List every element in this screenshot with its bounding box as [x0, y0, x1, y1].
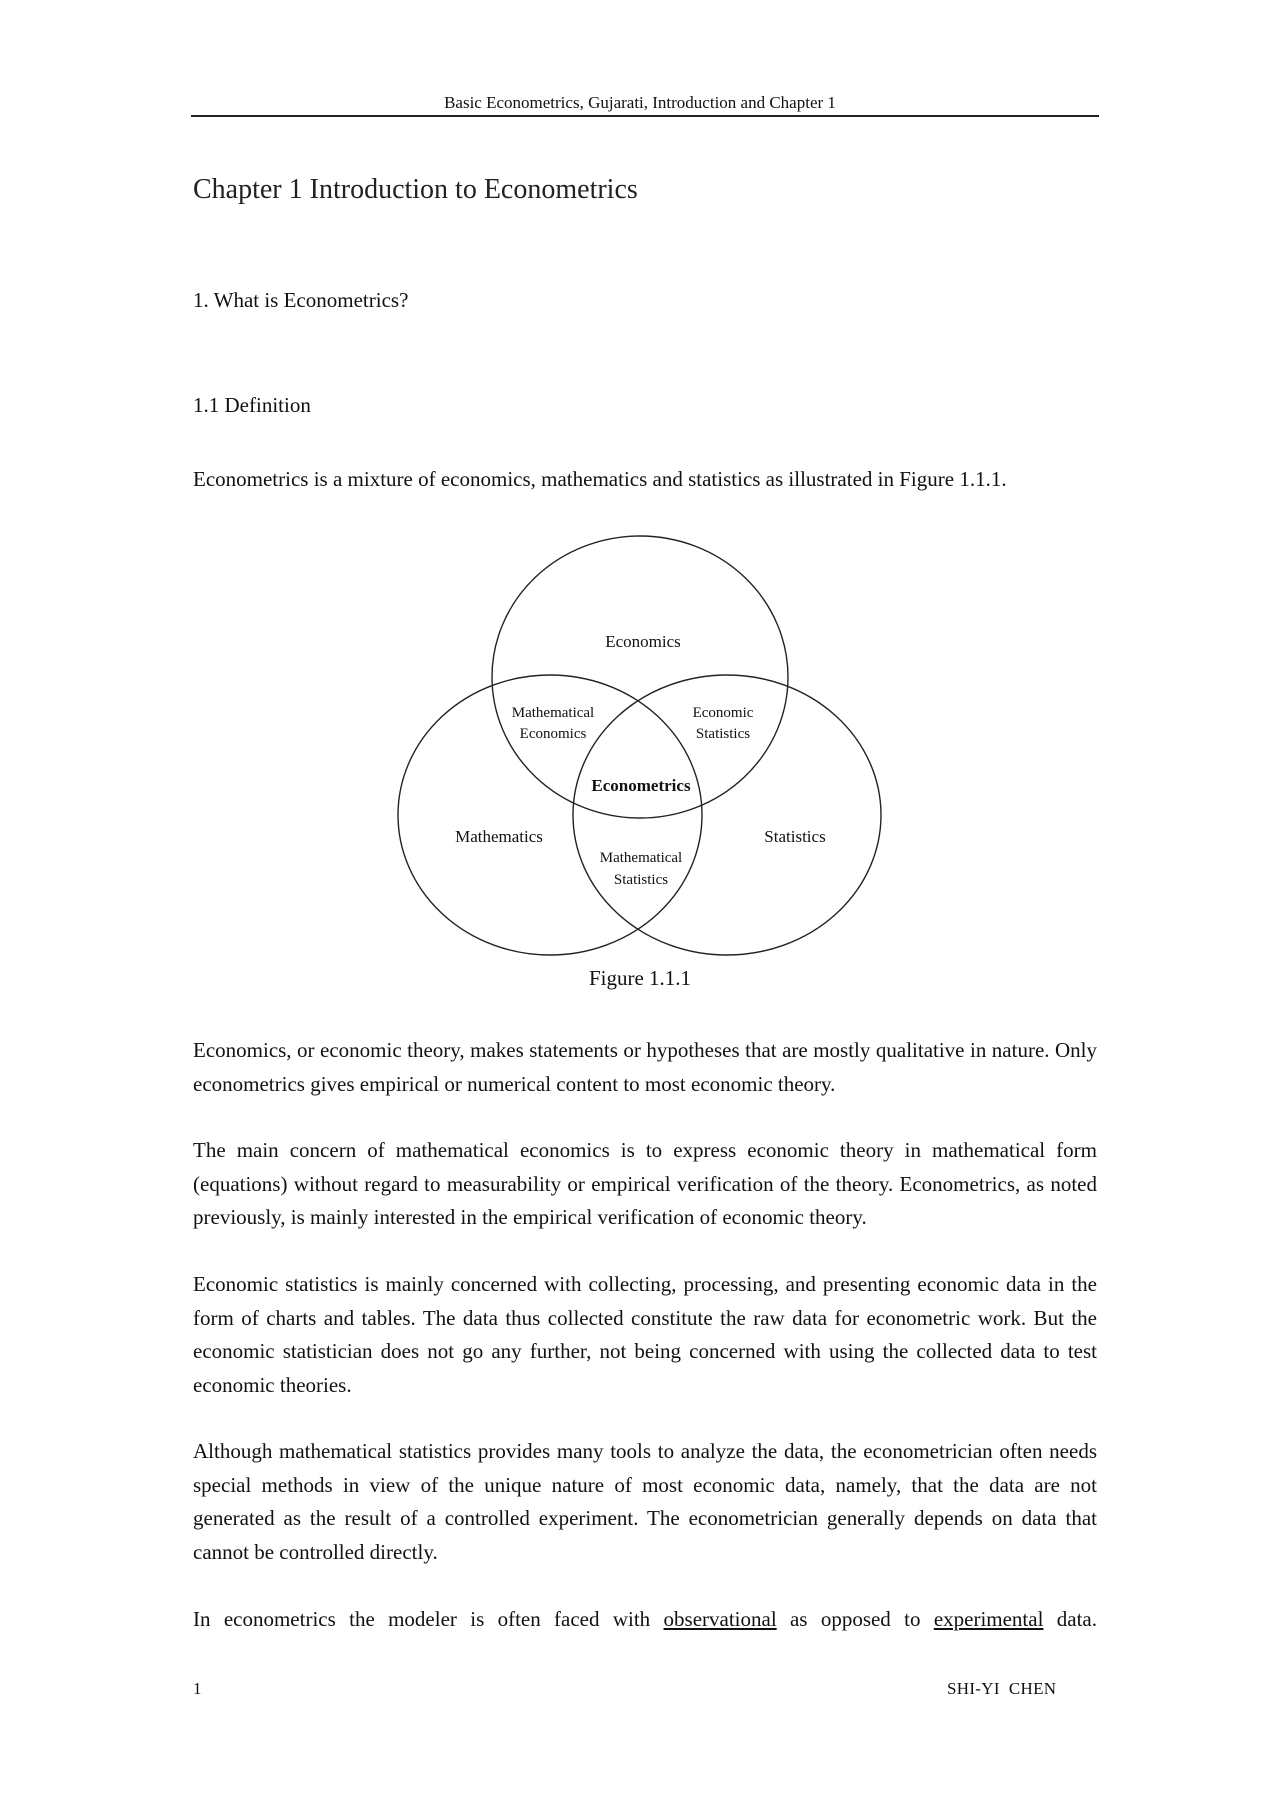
paragraph-5-after: data.	[1043, 1607, 1097, 1631]
paragraph-4-text: Although mathematical statistics provides many tools to analyze the data, the econometrician often needs special methods in view of the unique nature of most economic data, namely, that the data are not generated as the result of a controlled experiment. The econometrician generally depends on data that cannot be controlled directly.	[193, 1439, 1097, 1564]
mathematics-circle	[398, 675, 702, 955]
figure-caption: Figure 1.1.1	[588, 966, 692, 990]
paragraph-2	[193, 1134, 1097, 1235]
label-econ-stat-line2: Statistics	[695, 726, 751, 742]
paragraph-3	[193, 1268, 1097, 1402]
label-econ-stat-line1: Economic	[692, 705, 754, 721]
economics-circle	[492, 536, 788, 818]
chapter-title: Chapter 1 Introduction to Econometrics	[193, 174, 638, 205]
page-number: 1	[193, 1679, 202, 1698]
paragraph-3-text: Economic statistics is mainly concerned with collecting, processing, and presenting economic data in the form of charts and tables. The data thus collected constitute the raw data for econometric work. But the economic statistician does not go any further, not being concerned with using the collected data to test economic theories.	[193, 1272, 1097, 1397]
underlined-observational: observational	[663, 1607, 777, 1631]
label-econometrics: Econometrics	[591, 776, 691, 795]
label-economics: Economics	[605, 632, 681, 651]
paragraph-1	[193, 1034, 1097, 1101]
subsection-heading: 1.1 Definition	[193, 393, 311, 417]
label-math-stat-line1: Mathematical	[599, 850, 683, 866]
paragraph-5-text	[193, 1603, 1097, 1637]
paragraph-4	[193, 1435, 1097, 1569]
label-math-stat-line2: Statistics	[613, 872, 669, 888]
intro-paragraph	[193, 463, 1097, 497]
section-heading: 1. What is Econometrics?	[193, 288, 409, 312]
label-statistics: Statistics	[764, 827, 826, 846]
statistics-circle	[573, 675, 881, 955]
paragraph-5-before: In econometrics the modeler is often faced with	[193, 1607, 664, 1631]
intro-text: Econometrics is a mixture of economics, mathematics and statistics as illustrated in Figure 1.1.1.	[193, 467, 1007, 491]
header-rule	[191, 115, 1099, 117]
paragraph-1-text: Economics, or economic theory, makes statements or hypotheses that are mostly qualitative in nature. Only econometrics gives empirical or numerical content to most economic theory.	[193, 1038, 1097, 1096]
underlined-experimental: experimental	[933, 1607, 1044, 1631]
label-math-econ-line1: Mathematical	[511, 705, 595, 721]
paragraph-2-text: The main concern of mathematical economics is to express economic theory in mathematical form (equations) without regard to measurability or empirical verification of the theory. Econometrics, as noted previously, is mainly interested in the empirical verification of economic theory.	[193, 1138, 1097, 1229]
paragraph-5	[193, 1603, 1097, 1637]
label-math-econ-line2: Economics	[519, 726, 587, 742]
label-mathematics: Mathematics	[455, 827, 543, 846]
footer-author: SHI-YI CHEN	[947, 1679, 1057, 1698]
paragraph-5-middle: as opposed to	[776, 1607, 934, 1631]
running-header: Basic Econometrics, Gujarati, Introduction and Chapter 1	[444, 93, 836, 112]
